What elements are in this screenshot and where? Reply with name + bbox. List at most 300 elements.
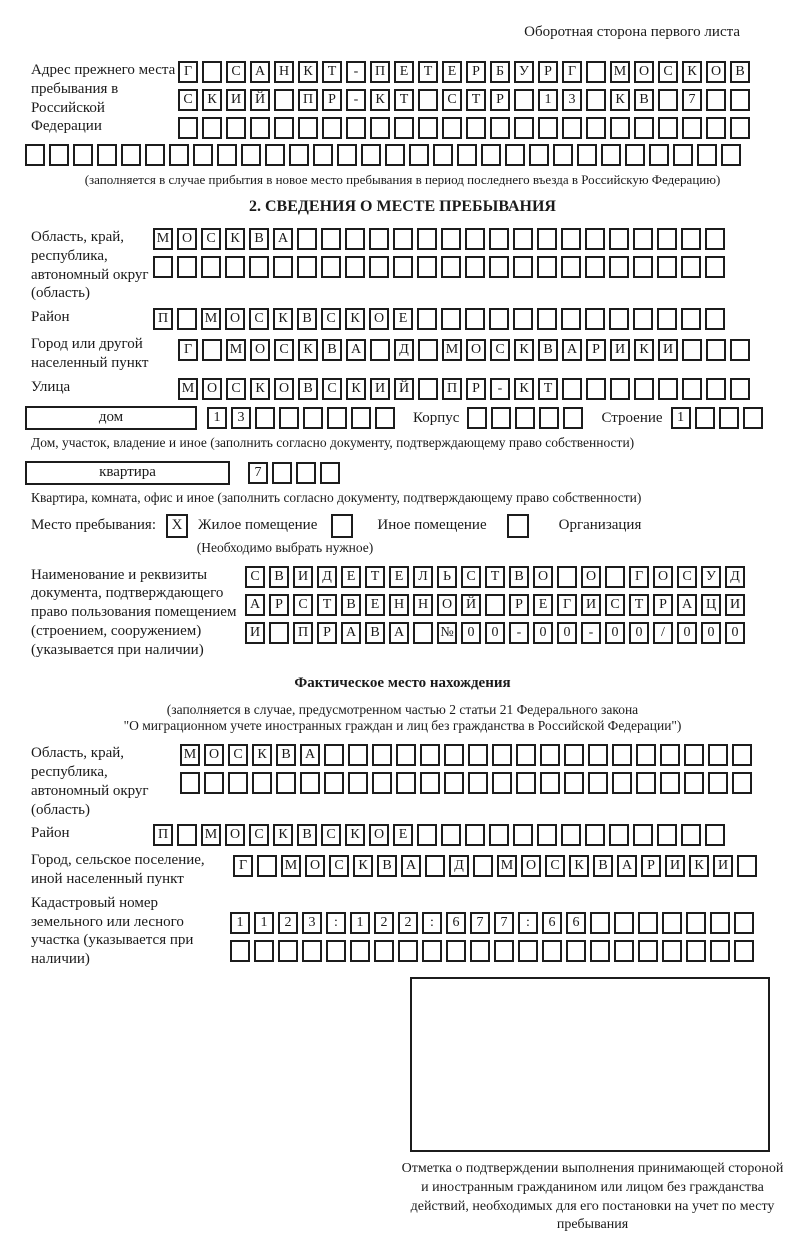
char-cell[interactable] xyxy=(418,339,438,361)
char-cell[interactable] xyxy=(25,144,45,166)
char-cell[interactable] xyxy=(730,117,750,139)
char-cell[interactable]: Р xyxy=(466,61,486,83)
char-cell[interactable]: Е xyxy=(393,308,413,330)
char-cell[interactable] xyxy=(313,144,333,166)
char-cell[interactable] xyxy=(372,772,392,794)
char-cell[interactable] xyxy=(489,228,509,250)
char-cell[interactable]: П xyxy=(293,622,313,644)
char-cell[interactable]: А xyxy=(617,855,637,877)
char-cell[interactable]: О xyxy=(225,824,245,846)
char-cell[interactable] xyxy=(537,824,557,846)
char-cell[interactable]: Т xyxy=(418,61,438,83)
char-cell[interactable] xyxy=(743,407,763,429)
char-cell[interactable] xyxy=(372,744,392,766)
char-cell[interactable] xyxy=(657,824,677,846)
char-cell[interactable]: С xyxy=(321,824,341,846)
char-cell[interactable] xyxy=(516,772,536,794)
char-cell[interactable] xyxy=(369,256,389,278)
char-cell[interactable]: К xyxy=(610,89,630,111)
char-cell[interactable]: К xyxy=(298,61,318,83)
char-cell[interactable]: Т xyxy=(538,378,558,400)
char-cell[interactable] xyxy=(145,144,165,166)
char-cell[interactable] xyxy=(734,940,754,962)
char-cell[interactable]: Г xyxy=(233,855,253,877)
char-cell[interactable] xyxy=(177,824,197,846)
char-cell[interactable] xyxy=(585,228,605,250)
char-cell[interactable]: С xyxy=(178,89,198,111)
char-cell[interactable] xyxy=(625,144,645,166)
char-cell[interactable] xyxy=(561,228,581,250)
char-cell[interactable]: М xyxy=(497,855,517,877)
char-cell[interactable] xyxy=(420,772,440,794)
char-cell[interactable] xyxy=(605,566,625,588)
char-cell[interactable] xyxy=(446,940,466,962)
char-cell[interactable] xyxy=(513,256,533,278)
char-cell[interactable]: А xyxy=(401,855,421,877)
char-cell[interactable] xyxy=(609,256,629,278)
char-cell[interactable] xyxy=(563,407,583,429)
char-cell[interactable]: А xyxy=(346,339,366,361)
char-cell[interactable]: С xyxy=(605,594,625,616)
char-cell[interactable] xyxy=(706,89,726,111)
char-cell[interactable] xyxy=(202,117,222,139)
char-cell[interactable]: Д xyxy=(394,339,414,361)
char-cell[interactable] xyxy=(417,256,437,278)
char-cell[interactable] xyxy=(396,772,416,794)
char-cell[interactable] xyxy=(614,940,634,962)
checkbox-other-premises[interactable] xyxy=(331,514,353,538)
char-cell[interactable]: - xyxy=(490,378,510,400)
char-cell[interactable]: А xyxy=(677,594,697,616)
char-cell[interactable]: И xyxy=(725,594,745,616)
char-cell[interactable]: С xyxy=(490,339,510,361)
char-cell[interactable] xyxy=(217,144,237,166)
char-cell[interactable] xyxy=(169,144,189,166)
char-cell[interactable]: У xyxy=(701,566,721,588)
char-cell[interactable]: 0 xyxy=(461,622,481,644)
char-cell[interactable] xyxy=(705,228,725,250)
char-cell[interactable] xyxy=(529,144,549,166)
char-cell[interactable] xyxy=(473,855,493,877)
char-cell[interactable] xyxy=(682,117,702,139)
char-cell[interactable]: Р xyxy=(466,378,486,400)
char-cell[interactable] xyxy=(590,940,610,962)
char-cell[interactable]: Г xyxy=(557,594,577,616)
char-cell[interactable] xyxy=(614,912,634,934)
char-cell[interactable] xyxy=(393,256,413,278)
char-cell[interactable]: О xyxy=(634,61,654,83)
char-cell[interactable] xyxy=(494,940,514,962)
char-cell[interactable] xyxy=(557,566,577,588)
char-cell[interactable]: - xyxy=(509,622,529,644)
char-cell[interactable] xyxy=(273,256,293,278)
char-cell[interactable]: И xyxy=(658,339,678,361)
char-cell[interactable]: 7 xyxy=(470,912,490,934)
char-cell[interactable]: О xyxy=(225,308,245,330)
char-cell[interactable] xyxy=(505,144,525,166)
char-cell[interactable] xyxy=(193,144,213,166)
char-cell[interactable] xyxy=(370,339,390,361)
char-cell[interactable] xyxy=(375,407,395,429)
char-cell[interactable] xyxy=(322,117,342,139)
char-cell[interactable]: О xyxy=(204,744,224,766)
char-cell[interactable]: Е xyxy=(341,566,361,588)
char-cell[interactable] xyxy=(577,144,597,166)
char-cell[interactable] xyxy=(686,912,706,934)
char-cell[interactable] xyxy=(681,308,701,330)
char-cell[interactable] xyxy=(705,256,725,278)
char-cell[interactable]: О xyxy=(706,61,726,83)
char-cell[interactable]: В xyxy=(377,855,397,877)
char-cell[interactable] xyxy=(468,772,488,794)
char-cell[interactable]: Н xyxy=(274,61,294,83)
char-cell[interactable] xyxy=(420,744,440,766)
char-cell[interactable] xyxy=(252,772,272,794)
char-cell[interactable]: А xyxy=(389,622,409,644)
char-cell[interactable]: 1 xyxy=(207,407,227,429)
char-cell[interactable]: Е xyxy=(365,594,385,616)
char-cell[interactable]: Д xyxy=(317,566,337,588)
char-cell[interactable]: О xyxy=(653,566,673,588)
char-cell[interactable] xyxy=(361,144,381,166)
char-cell[interactable] xyxy=(274,89,294,111)
char-cell[interactable] xyxy=(658,89,678,111)
char-cell[interactable] xyxy=(705,824,725,846)
char-cell[interactable]: В xyxy=(297,824,317,846)
char-cell[interactable] xyxy=(321,256,341,278)
char-cell[interactable] xyxy=(633,228,653,250)
char-cell[interactable] xyxy=(296,462,316,484)
char-cell[interactable]: - xyxy=(346,61,366,83)
char-cell[interactable] xyxy=(97,144,117,166)
char-cell[interactable] xyxy=(465,256,485,278)
char-cell[interactable]: 1 xyxy=(254,912,274,934)
char-cell[interactable] xyxy=(561,308,581,330)
char-cell[interactable] xyxy=(370,117,390,139)
char-cell[interactable] xyxy=(673,144,693,166)
char-cell[interactable] xyxy=(441,228,461,250)
char-cell[interactable]: О xyxy=(250,339,270,361)
char-cell[interactable] xyxy=(465,228,485,250)
char-cell[interactable]: М xyxy=(442,339,462,361)
char-cell[interactable] xyxy=(697,144,717,166)
char-cell[interactable] xyxy=(49,144,69,166)
char-cell[interactable] xyxy=(241,144,261,166)
char-cell[interactable]: Р xyxy=(653,594,673,616)
char-cell[interactable]: О xyxy=(202,378,222,400)
char-cell[interactable] xyxy=(300,772,320,794)
char-cell[interactable] xyxy=(658,378,678,400)
char-cell[interactable] xyxy=(230,940,250,962)
char-cell[interactable]: Б xyxy=(490,61,510,83)
char-cell[interactable] xyxy=(585,824,605,846)
char-cell[interactable]: В xyxy=(538,339,558,361)
char-cell[interactable] xyxy=(658,117,678,139)
char-cell[interactable] xyxy=(514,89,534,111)
char-cell[interactable] xyxy=(649,144,669,166)
char-cell[interactable]: Д xyxy=(725,566,745,588)
char-cell[interactable]: С xyxy=(545,855,565,877)
char-cell[interactable] xyxy=(489,824,509,846)
char-cell[interactable]: : xyxy=(422,912,442,934)
char-cell[interactable] xyxy=(177,256,197,278)
char-cell[interactable]: 1 xyxy=(671,407,691,429)
char-cell[interactable] xyxy=(730,89,750,111)
char-cell[interactable] xyxy=(265,144,285,166)
char-cell[interactable]: Г xyxy=(178,339,198,361)
char-cell[interactable]: С xyxy=(321,308,341,330)
char-cell[interactable] xyxy=(226,117,246,139)
char-cell[interactable]: 0 xyxy=(629,622,649,644)
char-cell[interactable] xyxy=(660,772,680,794)
char-cell[interactable] xyxy=(297,228,317,250)
char-cell[interactable]: Ь xyxy=(437,566,457,588)
char-cell[interactable] xyxy=(684,744,704,766)
char-cell[interactable] xyxy=(657,308,677,330)
char-cell[interactable] xyxy=(513,228,533,250)
char-cell[interactable] xyxy=(485,594,505,616)
char-cell[interactable]: Р xyxy=(269,594,289,616)
char-cell[interactable]: К xyxy=(689,855,709,877)
char-cell[interactable] xyxy=(489,256,509,278)
char-cell[interactable] xyxy=(538,117,558,139)
char-cell[interactable] xyxy=(345,228,365,250)
char-cell[interactable]: К xyxy=(273,824,293,846)
char-cell[interactable]: 7 xyxy=(248,462,268,484)
char-cell[interactable]: Г xyxy=(178,61,198,83)
char-cell[interactable]: Р xyxy=(509,594,529,616)
char-cell[interactable]: И xyxy=(713,855,733,877)
char-cell[interactable]: В xyxy=(276,744,296,766)
char-cell[interactable]: К xyxy=(345,308,365,330)
char-cell[interactable] xyxy=(327,407,347,429)
char-cell[interactable]: А xyxy=(250,61,270,83)
char-cell[interactable] xyxy=(537,256,557,278)
char-cell[interactable] xyxy=(566,940,586,962)
char-cell[interactable] xyxy=(465,308,485,330)
char-cell[interactable]: : xyxy=(518,912,538,934)
char-cell[interactable]: Е xyxy=(389,566,409,588)
char-cell[interactable] xyxy=(657,228,677,250)
char-cell[interactable] xyxy=(444,772,464,794)
char-cell[interactable] xyxy=(257,855,277,877)
char-cell[interactable]: 3 xyxy=(562,89,582,111)
char-cell[interactable] xyxy=(513,308,533,330)
char-cell[interactable] xyxy=(681,824,701,846)
char-cell[interactable]: 2 xyxy=(374,912,394,934)
char-cell[interactable]: О xyxy=(369,308,389,330)
char-cell[interactable]: С xyxy=(228,744,248,766)
char-cell[interactable]: Р xyxy=(641,855,661,877)
char-cell[interactable] xyxy=(417,308,437,330)
char-cell[interactable]: К xyxy=(252,744,272,766)
char-cell[interactable] xyxy=(634,378,654,400)
char-cell[interactable] xyxy=(588,772,608,794)
char-cell[interactable]: О xyxy=(369,824,389,846)
char-cell[interactable] xyxy=(638,912,658,934)
char-cell[interactable]: Н xyxy=(389,594,409,616)
char-cell[interactable]: М xyxy=(178,378,198,400)
char-cell[interactable] xyxy=(564,772,584,794)
char-cell[interactable]: Т xyxy=(629,594,649,616)
char-cell[interactable]: 0 xyxy=(557,622,577,644)
char-cell[interactable]: К xyxy=(514,339,534,361)
char-cell[interactable] xyxy=(465,824,485,846)
char-cell[interactable]: : xyxy=(326,912,346,934)
char-cell[interactable] xyxy=(481,144,501,166)
char-cell[interactable]: 2 xyxy=(278,912,298,934)
char-cell[interactable]: К xyxy=(569,855,589,877)
char-cell[interactable] xyxy=(417,228,437,250)
char-cell[interactable] xyxy=(540,744,560,766)
char-cell[interactable] xyxy=(686,940,706,962)
char-cell[interactable]: 6 xyxy=(566,912,586,934)
char-cell[interactable] xyxy=(73,144,93,166)
char-cell[interactable]: О xyxy=(533,566,553,588)
char-cell[interactable] xyxy=(585,308,605,330)
char-cell[interactable]: С xyxy=(329,855,349,877)
char-cell[interactable]: М xyxy=(201,824,221,846)
char-cell[interactable] xyxy=(684,772,704,794)
char-cell[interactable] xyxy=(612,772,632,794)
char-cell[interactable] xyxy=(225,256,245,278)
char-cell[interactable]: П xyxy=(298,89,318,111)
char-cell[interactable] xyxy=(610,378,630,400)
char-cell[interactable]: Н xyxy=(413,594,433,616)
char-cell[interactable]: М xyxy=(153,228,173,250)
char-cell[interactable]: К xyxy=(345,824,365,846)
char-cell[interactable] xyxy=(562,378,582,400)
char-cell[interactable] xyxy=(537,308,557,330)
char-cell[interactable]: В xyxy=(322,339,342,361)
char-cell[interactable]: В xyxy=(297,308,317,330)
char-cell[interactable] xyxy=(492,744,512,766)
char-cell[interactable] xyxy=(180,772,200,794)
char-cell[interactable]: 1 xyxy=(350,912,370,934)
char-cell[interactable]: 0 xyxy=(725,622,745,644)
char-cell[interactable] xyxy=(289,144,309,166)
char-cell[interactable] xyxy=(433,144,453,166)
char-cell[interactable]: А xyxy=(300,744,320,766)
char-cell[interactable] xyxy=(274,117,294,139)
char-cell[interactable] xyxy=(178,117,198,139)
char-cell[interactable]: А xyxy=(562,339,582,361)
char-cell[interactable] xyxy=(590,912,610,934)
char-cell[interactable] xyxy=(610,117,630,139)
char-cell[interactable]: О xyxy=(437,594,457,616)
char-cell[interactable]: Т xyxy=(394,89,414,111)
char-cell[interactable] xyxy=(681,256,701,278)
char-cell[interactable]: Е xyxy=(394,61,414,83)
char-cell[interactable]: В xyxy=(341,594,361,616)
char-cell[interactable]: А xyxy=(245,594,265,616)
char-cell[interactable]: К xyxy=(370,89,390,111)
char-cell[interactable] xyxy=(374,940,394,962)
char-cell[interactable]: А xyxy=(273,228,293,250)
char-cell[interactable] xyxy=(418,89,438,111)
char-cell[interactable] xyxy=(518,940,538,962)
char-cell[interactable] xyxy=(539,407,559,429)
char-cell[interactable] xyxy=(537,228,557,250)
char-cell[interactable] xyxy=(302,940,322,962)
char-cell[interactable] xyxy=(320,462,340,484)
char-cell[interactable]: Т xyxy=(485,566,505,588)
char-cell[interactable]: И xyxy=(581,594,601,616)
char-cell[interactable] xyxy=(441,824,461,846)
char-cell[interactable] xyxy=(337,144,357,166)
char-cell[interactable] xyxy=(561,256,581,278)
checkbox-residential-premises[interactable]: X xyxy=(166,514,188,538)
char-cell[interactable]: У xyxy=(514,61,534,83)
char-cell[interactable] xyxy=(393,228,413,250)
char-cell[interactable] xyxy=(491,407,511,429)
char-cell[interactable]: 6 xyxy=(542,912,562,934)
checkbox-organization[interactable] xyxy=(507,514,529,538)
char-cell[interactable]: Й xyxy=(250,89,270,111)
char-cell[interactable]: С xyxy=(677,566,697,588)
char-cell[interactable] xyxy=(682,378,702,400)
char-cell[interactable] xyxy=(601,144,621,166)
char-cell[interactable] xyxy=(609,308,629,330)
char-cell[interactable]: 0 xyxy=(605,622,625,644)
char-cell[interactable]: О xyxy=(274,378,294,400)
char-cell[interactable]: Е xyxy=(393,824,413,846)
char-cell[interactable]: С xyxy=(249,824,269,846)
char-cell[interactable] xyxy=(409,144,429,166)
char-cell[interactable] xyxy=(326,940,346,962)
char-cell[interactable]: М xyxy=(610,61,630,83)
char-cell[interactable] xyxy=(660,744,680,766)
char-cell[interactable] xyxy=(730,378,750,400)
char-cell[interactable] xyxy=(633,824,653,846)
char-cell[interactable] xyxy=(228,772,248,794)
char-cell[interactable]: К xyxy=(634,339,654,361)
char-cell[interactable] xyxy=(588,744,608,766)
char-cell[interactable] xyxy=(732,772,752,794)
char-cell[interactable] xyxy=(470,940,490,962)
char-cell[interactable] xyxy=(662,912,682,934)
char-cell[interactable]: И xyxy=(245,622,265,644)
char-cell[interactable] xyxy=(345,256,365,278)
char-cell[interactable] xyxy=(255,407,275,429)
char-cell[interactable]: П xyxy=(442,378,462,400)
char-cell[interactable]: 1 xyxy=(538,89,558,111)
char-cell[interactable]: - xyxy=(581,622,601,644)
char-cell[interactable]: В xyxy=(730,61,750,83)
char-cell[interactable] xyxy=(561,824,581,846)
char-cell[interactable]: С xyxy=(226,378,246,400)
char-cell[interactable]: Г xyxy=(562,61,582,83)
char-cell[interactable] xyxy=(466,117,486,139)
char-cell[interactable] xyxy=(418,117,438,139)
char-cell[interactable] xyxy=(633,308,653,330)
char-cell[interactable] xyxy=(710,940,730,962)
char-cell[interactable]: С xyxy=(322,378,342,400)
char-cell[interactable]: К xyxy=(298,339,318,361)
char-cell[interactable]: П xyxy=(370,61,390,83)
char-cell[interactable] xyxy=(269,622,289,644)
char-cell[interactable] xyxy=(324,744,344,766)
char-cell[interactable]: Е xyxy=(533,594,553,616)
char-cell[interactable] xyxy=(444,744,464,766)
char-cell[interactable] xyxy=(633,256,653,278)
char-cell[interactable]: К xyxy=(273,308,293,330)
char-cell[interactable] xyxy=(254,940,274,962)
char-cell[interactable]: О xyxy=(466,339,486,361)
char-cell[interactable] xyxy=(553,144,573,166)
char-cell[interactable]: С xyxy=(658,61,678,83)
char-cell[interactable] xyxy=(737,855,757,877)
